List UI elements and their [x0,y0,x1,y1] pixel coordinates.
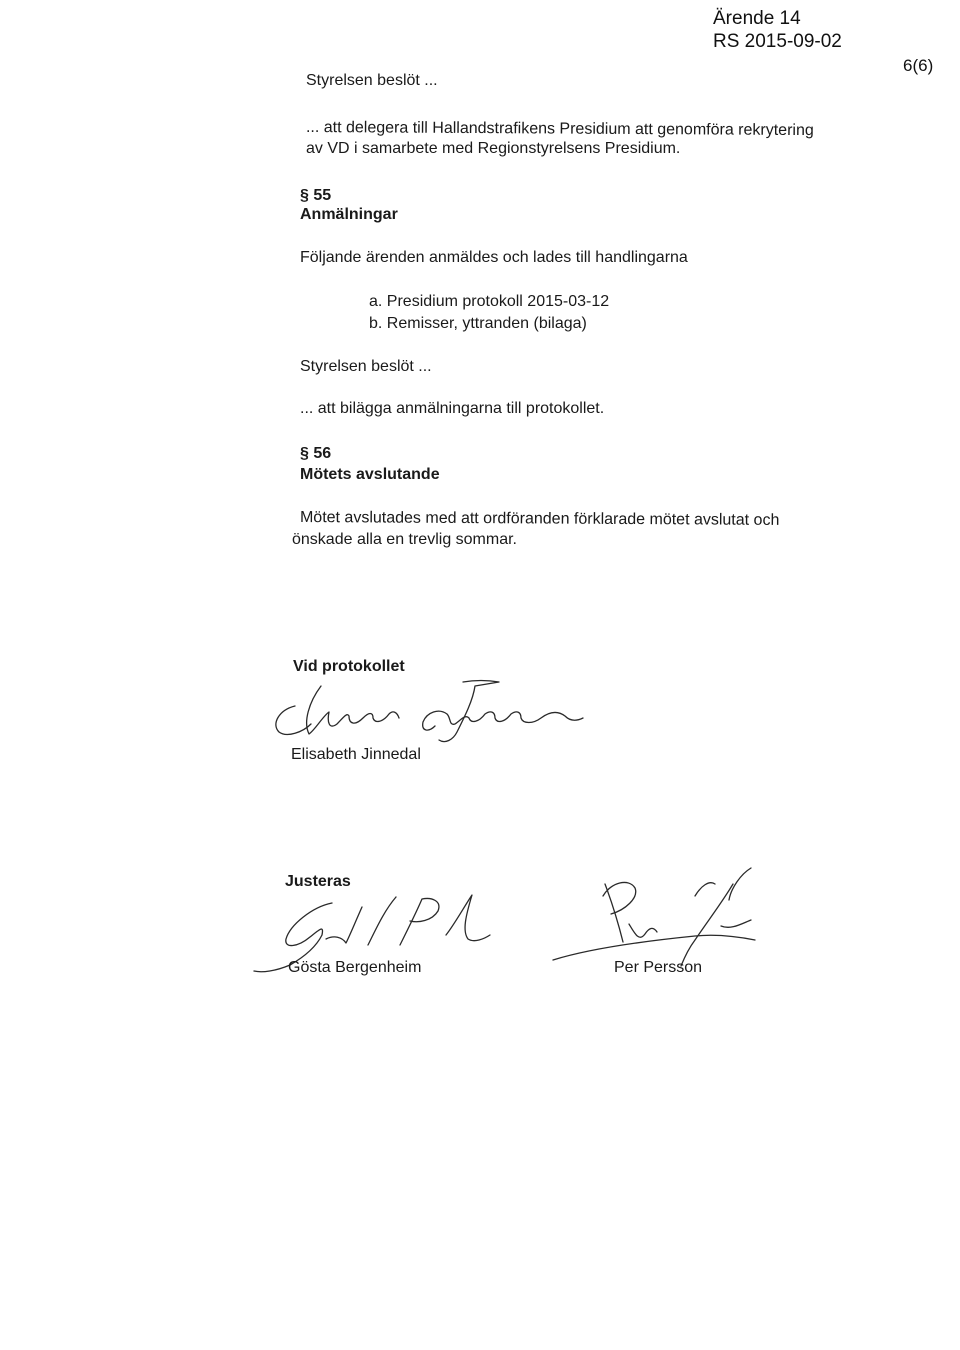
styrelsen-beslot-2: Styrelsen beslöt ... [300,358,432,375]
vid-protokollet-label: Vid protokollet [293,658,405,675]
page-number: 6(6) [903,56,934,75]
secretary-name: Elisabeth Jinnedal [291,746,421,763]
paragraph-56-body-line1: Mötet avslutades med att ordföranden förklarade mötet avslutat och [299,509,780,529]
paragraph-56-heading: Mötets avslutande [300,466,440,483]
paragraph-56-body-line2: önskade alla en trevlig sommar. [292,531,517,548]
decision-text-line2: av VD i samarbete med Regionstyrelsens Presidium. [306,140,681,157]
paragraph-55-intro: Följande ärenden anmäldes och lades till handlingarna [300,249,688,266]
paragraph-55-heading: Anmälningar [300,206,398,223]
signer1-name: Gösta Bergenheim [288,959,422,976]
justeras-label: Justeras [285,873,351,890]
paragraph-55-decision: ... att bilägga anmälningarna till protokollet. [300,400,605,417]
rs-date: RS 2015-09-02 [713,31,842,52]
arende-label: Ärende 14 [713,8,801,29]
paragraph-55-number: § 55 [300,187,332,204]
decision-text-line1: ... att delegera till Hallandstrafikens Presidium att genomföra rekrytering [305,119,814,140]
styrelsen-beslot-1: Styrelsen beslöt ... [306,72,438,89]
list-item: a. Presidium protokoll 2015-03-12 [369,293,610,310]
paragraph-56-number: § 56 [300,445,332,462]
secretary-signature [265,672,595,752]
list-item: b. Remisser, yttranden (bilaga) [369,315,587,332]
signer2-name: Per Persson [614,959,703,976]
